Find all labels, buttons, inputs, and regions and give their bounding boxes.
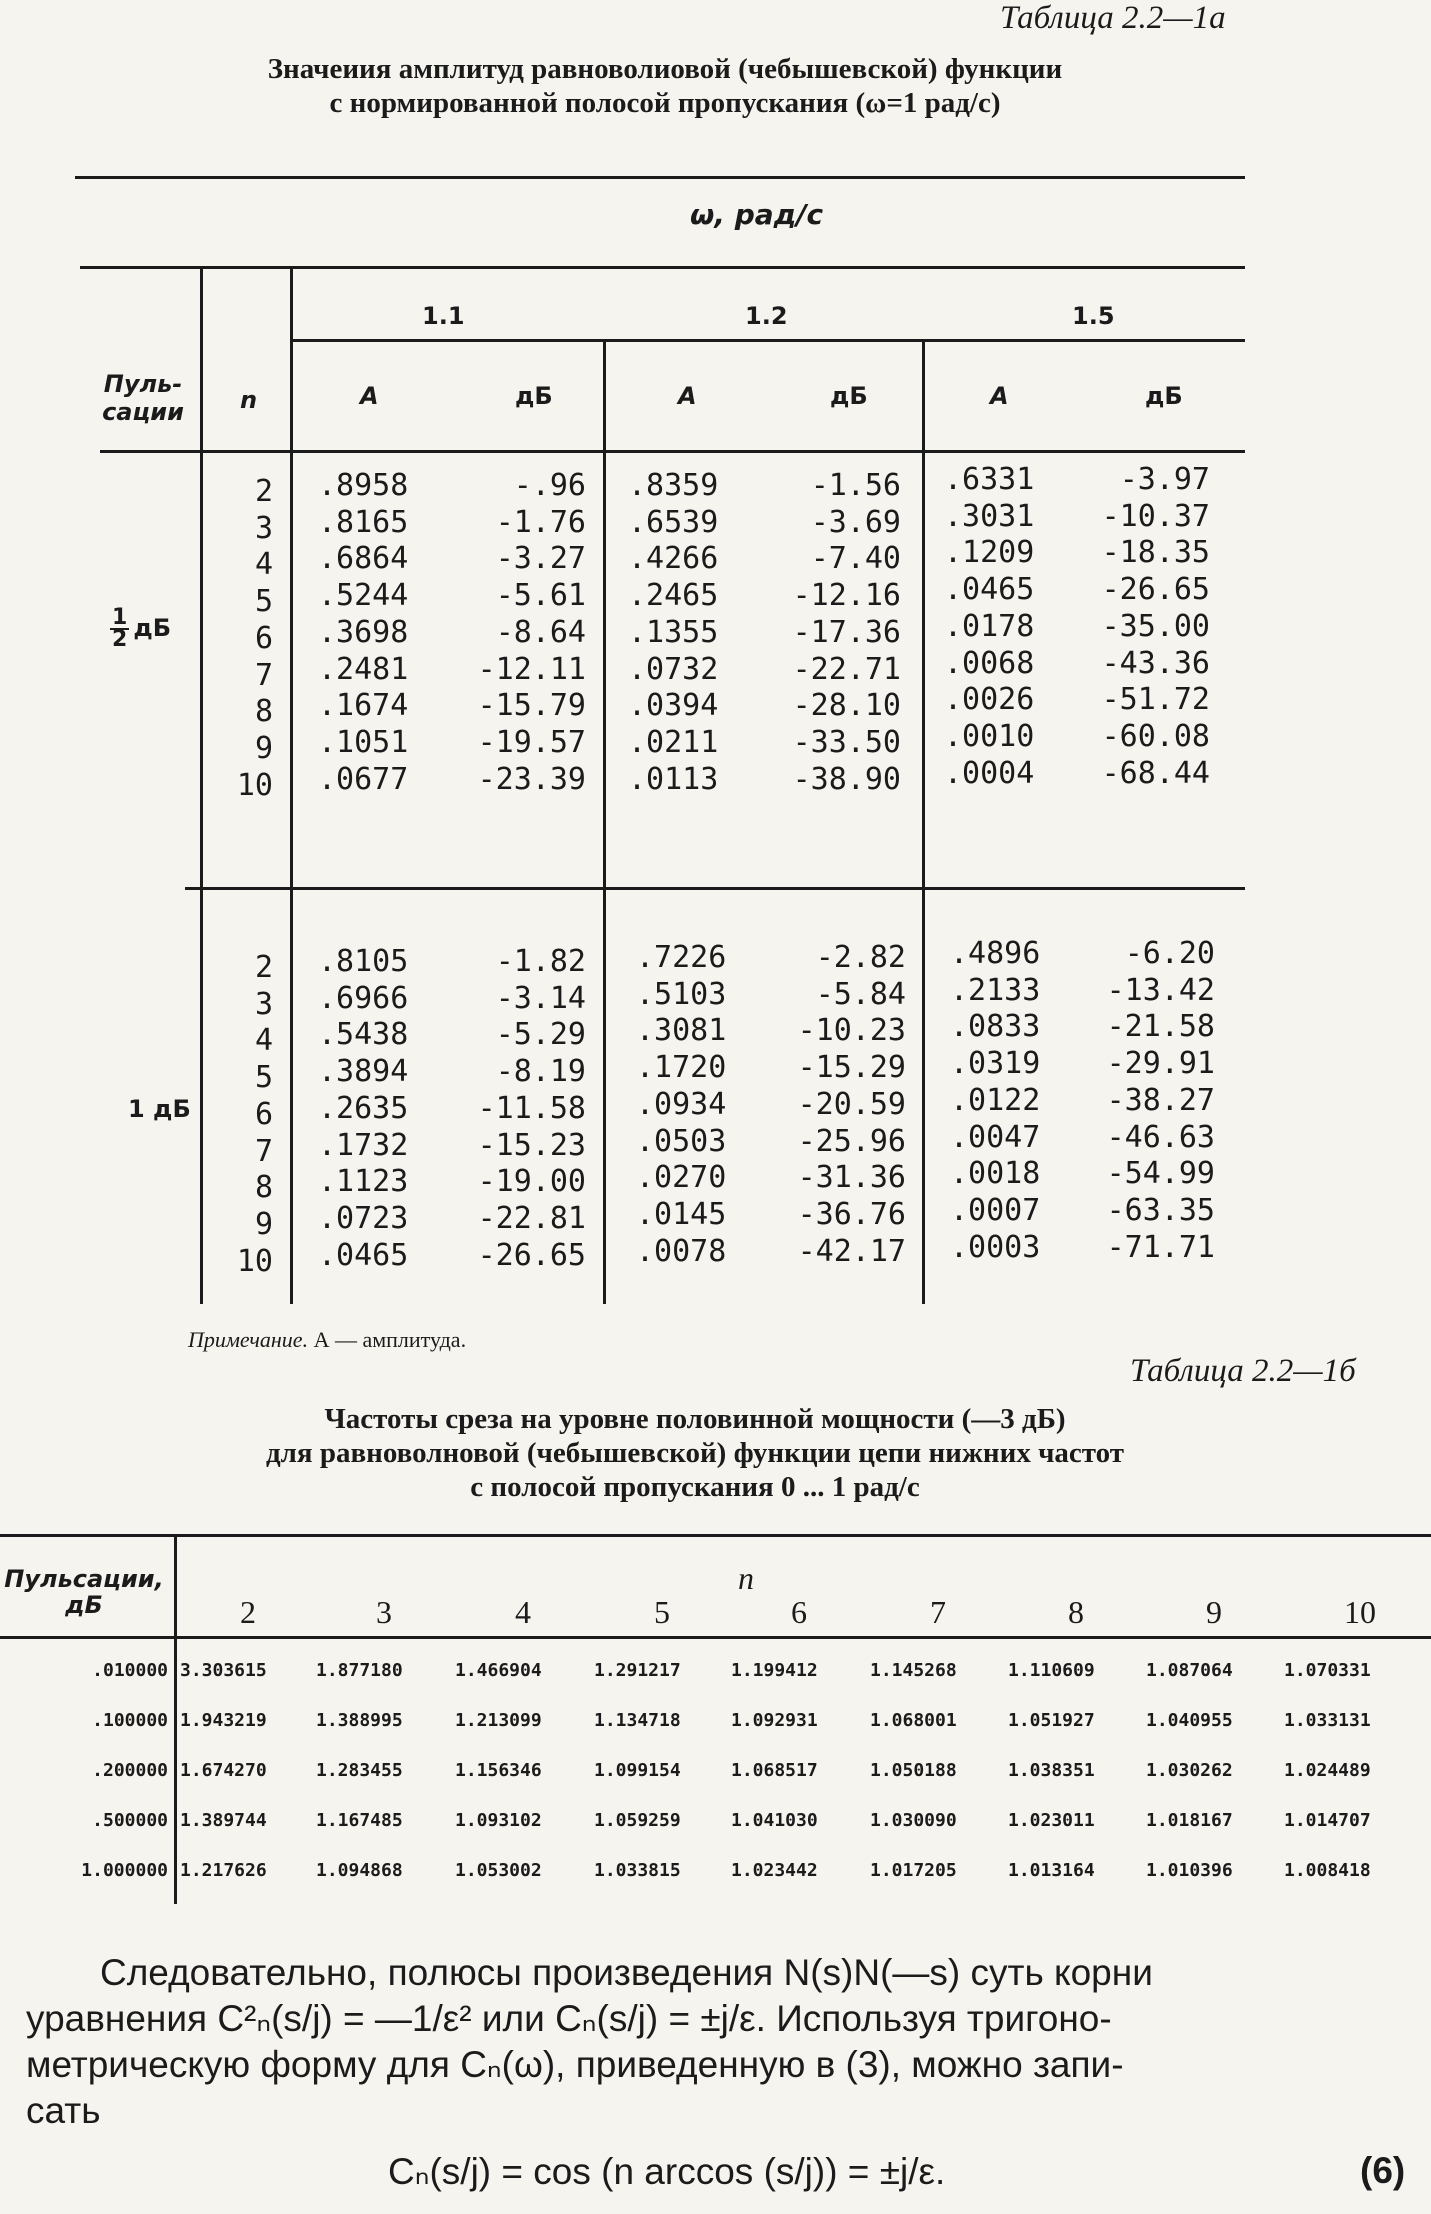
table-2-n-value: 10 xyxy=(1344,1594,1376,1630)
table-cell: -68.44 xyxy=(1101,755,1210,791)
table-2-n-value: 7 xyxy=(930,1594,946,1630)
table-cell: -7.40 xyxy=(810,541,901,577)
table-2-cell: 1.018167 xyxy=(1146,1810,1233,1831)
table-2-cell: 1.030262 xyxy=(1146,1760,1233,1781)
table-cell: -3.14 xyxy=(495,980,586,1016)
col-a-2: A xyxy=(678,382,697,410)
group-1-n-col xyxy=(225,474,273,804)
table-cell: .0018 xyxy=(950,1156,1041,1192)
table-cell: 3 xyxy=(254,510,273,546)
table-cell: -6.20 xyxy=(1124,936,1215,971)
table-cell: .0122 xyxy=(950,1082,1041,1118)
table-2-cell: 1.024489 xyxy=(1284,1760,1371,1781)
table-cell: -23.39 xyxy=(477,761,586,797)
group-2-w3-a-col xyxy=(950,936,1080,1266)
table-cell: .5244 xyxy=(318,578,409,614)
table-cell: .0677 xyxy=(318,761,409,797)
table-cell: .0004 xyxy=(944,755,1035,791)
table-cell: .8105 xyxy=(318,944,409,979)
table-1-vrule-ripple xyxy=(200,266,203,1304)
table-2-cell: 1.388995 xyxy=(316,1710,403,1731)
omega-value-3: 1.5 xyxy=(1072,302,1115,330)
table-cell: -54.99 xyxy=(1106,1156,1215,1192)
table-2-ripple-header xyxy=(4,1566,164,1618)
table-2-ripple-header-line2: дБ xyxy=(65,1591,103,1619)
table-cell: .0078 xyxy=(636,1233,727,1269)
table-2-cell: 1.013164 xyxy=(1008,1860,1095,1881)
col-db-2: дБ xyxy=(830,382,868,410)
table-cell: 4 xyxy=(254,1023,273,1059)
note-text: А — амплитуда. xyxy=(313,1327,467,1352)
table-2-n-header: n xyxy=(738,1560,754,1596)
table-cell: -10.37 xyxy=(1101,498,1210,534)
table-2-n-value: 2 xyxy=(240,1594,256,1630)
table-2-n-value: 8 xyxy=(1068,1594,1084,1630)
table-2-cell: 3.303615 xyxy=(180,1660,267,1681)
table-2-cell: 1.033131 xyxy=(1284,1710,1371,1731)
table-cell: -20.59 xyxy=(797,1086,906,1122)
table-cell: .4896 xyxy=(950,936,1041,971)
table-cell: .0145 xyxy=(636,1196,727,1232)
table-2-caption-line1: Частоты среза на уровне половинной мощности (—3 дБ) xyxy=(324,1403,1066,1435)
table-cell: .2481 xyxy=(318,651,409,687)
table-2-cell: 1.110609 xyxy=(1008,1660,1095,1681)
table-cell: -19.00 xyxy=(477,1164,586,1200)
col-a-3: A xyxy=(990,382,1009,410)
table-cell: -38.27 xyxy=(1106,1082,1215,1118)
table-2-cell: 1.010396 xyxy=(1146,1860,1233,1881)
table-cell: -8.64 xyxy=(495,614,586,650)
table-cell: .0934 xyxy=(636,1086,727,1122)
table-cell: 5 xyxy=(254,1060,273,1096)
table-cell: .5103 xyxy=(636,976,727,1012)
table-2-cell: 1.023442 xyxy=(731,1860,818,1881)
table-cell: .1674 xyxy=(318,688,409,724)
table-cell: .0010 xyxy=(944,718,1035,754)
table-2-cell: 1.038351 xyxy=(1008,1760,1095,1781)
table-2-cell: 1.053002 xyxy=(455,1860,542,1881)
table-2-cell: 1.145268 xyxy=(870,1660,957,1681)
n-header: n xyxy=(240,386,258,414)
group-2-w3-db-col xyxy=(1065,936,1215,1266)
table-cell: 8 xyxy=(254,1170,273,1206)
table-1-vrule-w2 xyxy=(922,339,925,1304)
table-cell: 3 xyxy=(254,986,273,1022)
table-cell: .1123 xyxy=(318,1164,409,1200)
paragraph-line4: сать xyxy=(26,2090,101,2131)
table-2-top-rule xyxy=(0,1534,1431,1537)
table-1-header-rule xyxy=(100,450,1245,453)
table-cell: 7 xyxy=(254,657,273,693)
table-2-cell: 1.094868 xyxy=(316,1860,403,1881)
table-cell: -5.84 xyxy=(815,976,906,1012)
table-1-label: Таблица 2.2—1а xyxy=(1000,0,1226,36)
table-2-cell: 1.134718 xyxy=(594,1710,681,1731)
table-cell: .1732 xyxy=(318,1127,409,1163)
table-2-n-value: 6 xyxy=(791,1594,807,1630)
table-2-cell: 1.068517 xyxy=(731,1760,818,1781)
table-2-cell: 1.059259 xyxy=(594,1810,681,1831)
paragraph-line2: уравнения C²ₙ(s/j) = —1/ε² или Cₙ(s/j) = ±j/ε. Используя тригоно- xyxy=(26,1998,1112,2039)
table-1-note xyxy=(188,1327,466,1353)
table-2-vrule xyxy=(174,1534,177,1904)
table-cell: -3.69 xyxy=(810,504,901,540)
table-cell: .7226 xyxy=(636,940,727,975)
ripple-fraction-den: 2 xyxy=(112,627,128,652)
table-cell: -5.61 xyxy=(495,578,586,614)
table-2-ripple-header-line1: Пульсации, xyxy=(4,1565,164,1593)
group-1-w1-db-col xyxy=(440,468,586,798)
table-1-caption-line1: Значеиия амплитуд равноволиовой (чебышевской) функции xyxy=(267,53,1063,85)
table-cell: .0026 xyxy=(944,682,1035,718)
table-cell: -8.19 xyxy=(495,1054,586,1090)
table-2-cell: 1.014707 xyxy=(1284,1810,1371,1831)
col-db-3: дБ xyxy=(1145,382,1183,410)
table-cell: -17.36 xyxy=(792,614,901,650)
table-cell: 5 xyxy=(254,584,273,620)
table-cell: .8165 xyxy=(318,504,409,540)
table-cell: -18.35 xyxy=(1101,535,1210,571)
table-cell: .0003 xyxy=(950,1229,1041,1265)
table-cell: -46.63 xyxy=(1106,1119,1215,1155)
table-2-cell: 1.389744 xyxy=(180,1810,267,1831)
table-cell: .3894 xyxy=(318,1054,409,1090)
table-cell: -5.29 xyxy=(495,1017,586,1053)
table-2-ripple-value: .100000 xyxy=(92,1710,168,1731)
table-cell: .0007 xyxy=(950,1192,1041,1228)
table-cell: -35.00 xyxy=(1101,608,1210,644)
table-cell: .0503 xyxy=(636,1123,727,1159)
table-cell: 6 xyxy=(254,620,273,656)
table-cell: .0732 xyxy=(628,651,719,687)
omega-value-2: 1.2 xyxy=(745,302,788,330)
table-cell: -38.90 xyxy=(792,761,901,797)
table-2-cell: 1.050188 xyxy=(870,1760,957,1781)
table-2-cell: 1.877180 xyxy=(316,1660,403,1681)
table-cell: .8958 xyxy=(318,468,409,503)
table-cell: .0211 xyxy=(628,724,719,760)
table-cell: .0068 xyxy=(944,645,1035,681)
table-cell: .1051 xyxy=(318,724,409,760)
group-1-w3-a-col xyxy=(944,462,1074,792)
table-2-cell: 1.041030 xyxy=(731,1810,818,1831)
table-2-ripple-value: .500000 xyxy=(92,1810,168,1831)
ripple-header-line2: сации xyxy=(102,398,184,426)
table-cell: .3081 xyxy=(636,1013,727,1049)
table-2-cell: 1.033815 xyxy=(594,1860,681,1881)
table-2-cell: 1.023011 xyxy=(1008,1810,1095,1831)
table-cell: -15.79 xyxy=(477,688,586,724)
table-2-ripple-value: .010000 xyxy=(92,1660,168,1681)
table-cell: 9 xyxy=(254,1206,273,1242)
table-cell: -12.11 xyxy=(477,651,586,687)
omega-value-1: 1.1 xyxy=(422,302,465,330)
table-1-vrule-w1 xyxy=(603,339,606,1304)
table-cell: -1.76 xyxy=(495,504,586,540)
table-2-cell: 1.167485 xyxy=(316,1810,403,1831)
table-2-header-rule xyxy=(0,1636,1431,1639)
table-2-caption xyxy=(110,1402,1280,1504)
table-1-caption xyxy=(100,52,1230,120)
group-2-w2-db-col xyxy=(760,940,906,1270)
table-1-vrule-n xyxy=(290,266,293,1304)
table-cell: -21.58 xyxy=(1106,1009,1215,1045)
table-cell: .0319 xyxy=(950,1046,1041,1082)
table-cell: 8 xyxy=(254,694,273,730)
table-cell: .0465 xyxy=(318,1237,409,1273)
table-2-cell: 1.199412 xyxy=(731,1660,818,1681)
table-cell: -1.56 xyxy=(810,468,901,503)
table-2-cell: 1.040955 xyxy=(1146,1710,1233,1731)
table-2-cell: 1.099154 xyxy=(594,1760,681,1781)
group-1-w2-db-col xyxy=(755,468,901,798)
table-cell: .0113 xyxy=(628,761,719,797)
ripple-header xyxy=(98,370,188,426)
table-2-cell: 1.213099 xyxy=(455,1710,542,1731)
table-2-cell: 1.217626 xyxy=(180,1860,267,1881)
table-cell: 10 xyxy=(236,1243,273,1279)
table-cell: .0178 xyxy=(944,608,1035,644)
table-cell: .2465 xyxy=(628,578,719,614)
table-cell: -26.65 xyxy=(477,1237,586,1273)
table-cell: -60.08 xyxy=(1101,718,1210,754)
table-cell: -71.71 xyxy=(1106,1229,1215,1265)
group-2-w2-a-col xyxy=(636,940,766,1270)
table-cell: -29.91 xyxy=(1106,1046,1215,1082)
table-2-cell: 1.093102 xyxy=(455,1810,542,1831)
group-2-w1-a-col xyxy=(318,944,448,1274)
table-cell: .8359 xyxy=(628,468,719,503)
table-2-cell: 1.943219 xyxy=(180,1710,267,1731)
ripple-fraction-num: 1 xyxy=(112,605,128,630)
formula: Cₙ(s/j) = cos (n arccos (s/j)) = ±j/ε. xyxy=(388,2151,946,2192)
ripple-unit: дБ xyxy=(133,614,171,642)
table-2-cell: 1.092931 xyxy=(731,1710,818,1731)
table-2-cell: 1.017205 xyxy=(870,1860,957,1881)
table-cell: .0723 xyxy=(318,1200,409,1236)
table-cell: -51.72 xyxy=(1101,682,1210,718)
table-2-cell: 1.283455 xyxy=(316,1760,403,1781)
table-2-cell: 1.087064 xyxy=(1146,1660,1233,1681)
table-cell: 2 xyxy=(254,474,273,509)
table-2-cell: 1.674270 xyxy=(180,1760,267,1781)
table-cell: -63.35 xyxy=(1106,1192,1215,1228)
paragraph-line3: метрическую форму для Cₙ(ω), приведенную в (3), можно запи- xyxy=(26,2044,1124,2085)
table-1-caption-line2: с нормированной полосой пропускания (ω=1 рад/с) xyxy=(329,87,1001,119)
table-1-w-rule xyxy=(290,339,1245,342)
table-1-group-rule xyxy=(185,887,1245,890)
table-2-n-value: 9 xyxy=(1206,1594,1222,1630)
ripple-label-half-db xyxy=(110,605,171,652)
table-2-caption-line2: для равноволновой (чебышевской) функции цепи нижних частот xyxy=(265,1437,1125,1469)
table-cell: .6539 xyxy=(628,504,719,540)
table-1-omega-rule xyxy=(80,266,1245,269)
group-1-w1-a-col xyxy=(318,468,448,798)
table-2-cell: 1.068001 xyxy=(870,1710,957,1731)
table-2-ripple-value: .200000 xyxy=(92,1760,168,1781)
note-label: Примечание. xyxy=(188,1327,309,1352)
table-cell: -3.27 xyxy=(495,541,586,577)
table-cell: -11.58 xyxy=(477,1090,586,1126)
table-2-n-value: 3 xyxy=(376,1594,392,1630)
table-2-caption-line3: с полосой пропускания 0 ... 1 рад/с xyxy=(470,1471,920,1503)
col-db-1: дБ xyxy=(515,382,553,410)
table-2-ripple-value: 1.000000 xyxy=(81,1860,168,1881)
table-cell: .1720 xyxy=(636,1050,727,1086)
table-cell: 4 xyxy=(254,547,273,583)
table-2-cell: 1.070331 xyxy=(1284,1660,1371,1681)
table-cell: .4266 xyxy=(628,541,719,577)
table-cell: -10.23 xyxy=(797,1013,906,1049)
table-cell: -15.29 xyxy=(797,1050,906,1086)
table-cell: -22.71 xyxy=(792,651,901,687)
table-2-n-value: 4 xyxy=(515,1594,531,1630)
table-cell: .0270 xyxy=(636,1160,727,1196)
table-2-cell: 1.008418 xyxy=(1284,1860,1371,1881)
table-cell: .2133 xyxy=(950,972,1041,1008)
table-cell: -26.65 xyxy=(1101,572,1210,608)
ripple-label-1-db: 1 дБ xyxy=(128,1095,191,1123)
table-2-cell: 1.156346 xyxy=(455,1760,542,1781)
col-a-1: A xyxy=(360,382,379,410)
table-2-label: Таблица 2.2—1б xyxy=(1130,1353,1356,1389)
table-cell: .6331 xyxy=(944,462,1035,497)
ripple-header-line1: Пуль- xyxy=(103,370,183,398)
group-2-w1-db-col xyxy=(440,944,586,1274)
table-cell: -1.82 xyxy=(495,944,586,979)
table-2-cell: 1.291217 xyxy=(594,1660,681,1681)
table-cell: -22.81 xyxy=(477,1200,586,1236)
table-cell: 10 xyxy=(236,767,273,803)
table-cell: 9 xyxy=(254,730,273,766)
table-cell: -3.97 xyxy=(1119,462,1210,497)
table-cell: .3698 xyxy=(318,614,409,650)
table-2-cell: 1.030090 xyxy=(870,1810,957,1831)
ripple-fraction xyxy=(110,605,129,652)
table-cell: -36.76 xyxy=(797,1196,906,1232)
table-cell: .6966 xyxy=(318,980,409,1016)
table-2-n-value: 5 xyxy=(654,1594,670,1630)
table-cell: -2.82 xyxy=(815,940,906,975)
table-cell: -13.42 xyxy=(1106,972,1215,1008)
table-2-cell: 1.051927 xyxy=(1008,1710,1095,1731)
table-cell: .0833 xyxy=(950,1009,1041,1045)
table-cell: -19.57 xyxy=(477,724,586,760)
table-cell: .3031 xyxy=(944,498,1035,534)
group-1-w3-db-col xyxy=(1060,462,1210,792)
table-cell: 6 xyxy=(254,1096,273,1132)
table-cell: -33.50 xyxy=(792,724,901,760)
table-1-top-rule xyxy=(75,176,1245,179)
group-2-n-col xyxy=(225,950,273,1280)
table-cell: .0394 xyxy=(628,688,719,724)
table-cell: -31.36 xyxy=(797,1160,906,1196)
table-cell: -25.96 xyxy=(797,1123,906,1159)
table-cell: -15.23 xyxy=(477,1127,586,1163)
table-cell: -12.16 xyxy=(792,578,901,614)
table-cell: 2 xyxy=(254,950,273,985)
table-cell: .1355 xyxy=(628,614,719,650)
table-2-cell: 1.466904 xyxy=(455,1660,542,1681)
table-cell: -42.17 xyxy=(797,1233,906,1269)
table-cell: -43.36 xyxy=(1101,645,1210,681)
formula-number: (6) xyxy=(1360,2150,1406,2191)
table-cell: .5438 xyxy=(318,1017,409,1053)
table-cell: .0047 xyxy=(950,1119,1041,1155)
omega-header: ω, рад/с xyxy=(690,198,824,231)
table-cell: .1209 xyxy=(944,535,1035,571)
table-cell: -.96 xyxy=(513,468,586,503)
group-1-w2-a-col xyxy=(628,468,758,798)
paragraph xyxy=(26,1950,1411,2134)
table-cell: .0465 xyxy=(944,572,1035,608)
table-cell: .2635 xyxy=(318,1090,409,1126)
table-cell: .6864 xyxy=(318,541,409,577)
paragraph-line1: Следовательно, полюсы произведения N(s)N(—s) суть корни xyxy=(100,1952,1153,1993)
table-cell: 7 xyxy=(254,1133,273,1169)
table-cell: -28.10 xyxy=(792,688,901,724)
